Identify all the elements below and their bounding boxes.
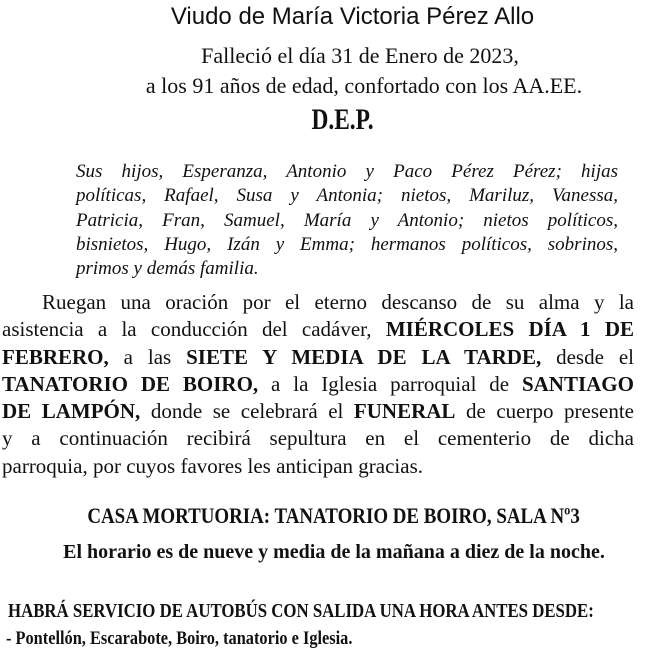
visiting-hours: El horario es de nueve y media de la mañana a diez de la noche.	[63, 541, 605, 563]
mortuary-heading: CASA MORTUORIA: TANATORIO DE BOIRO, SALA Nº3	[87, 503, 580, 528]
ceremony-origin: TANATORIO DE BOIRO,	[2, 371, 259, 396]
ceremony-line: FEBRERO, a las SIETE Y MEDIA DE LA TARDE, desde el	[2, 344, 634, 369]
family-line: bisnietos, Hugo, Izán y Emma; hermanos políticos, sobrinos,	[76, 233, 618, 255]
ceremony-line: TANATORIO DE BOIRO, a la Iglesia parroquial de SANTIAGO	[2, 371, 634, 396]
family-line: Sus hijos, Esperanza, Antonio y Paco Pérez Pérez; hijas	[76, 161, 618, 182]
church-name-cont: DE LAMPÓN,	[2, 399, 141, 424]
funeral-word: FUNERAL	[353, 399, 456, 424]
ceremony-month: FEBRERO,	[2, 344, 109, 369]
bus-route: - Pontellón, Escarabote, Boiro, tanatorio e Iglesia.	[6, 628, 353, 649]
ceremony-time: SIETE Y MEDIA DE LA TARDE,	[186, 344, 542, 369]
death-age-line: a los 91 años de edad, confortado con los AA.EE.	[145, 73, 583, 98]
ceremony-line: asistencia a la conducción del cadáver, MIÉRCOLES DÍA 1 DE	[2, 317, 634, 342]
family-line: políticas, Rafael, Susa y Antonia; nietos, Mariluz, Vanessa,	[76, 185, 618, 207]
family-line: Patricia, Fran, Samuel, María y Antonio; nietos políticos,	[76, 209, 618, 231]
bus-service-heading: HABRÁ SERVICIO DE AUTOBÚS CON SALIDA UNA HORA ANTES DESDE:	[8, 600, 594, 622]
death-date-line: Falleció el día 31 de Enero de 2023,	[201, 43, 519, 68]
ceremony-line: parroquia, por cuyos favores les anticipan gracias.	[2, 453, 424, 478]
dep-heading: D.E.P.	[311, 103, 374, 136]
ceremony-line: DE LAMPÓN, donde se celebrará el FUNERAL de cuerpo presente	[2, 399, 634, 424]
family-line: primos y demás familia.	[76, 258, 259, 280]
ceremony-line: Ruegan una oración por el eterno descanso de su alma y la	[42, 290, 634, 314]
church-name: SANTIAGO	[521, 371, 634, 396]
ceremony-date: MIÉRCOLES DÍA 1 DE	[385, 317, 634, 342]
family-paragraph	[76, 160, 618, 281]
ceremony-line: y a continuación recibirá sepultura en el cementerio de dicha	[2, 426, 634, 451]
widower-line: Viudo de María Victoria Pérez Allo	[170, 3, 535, 30]
ceremony-paragraph	[2, 289, 634, 480]
